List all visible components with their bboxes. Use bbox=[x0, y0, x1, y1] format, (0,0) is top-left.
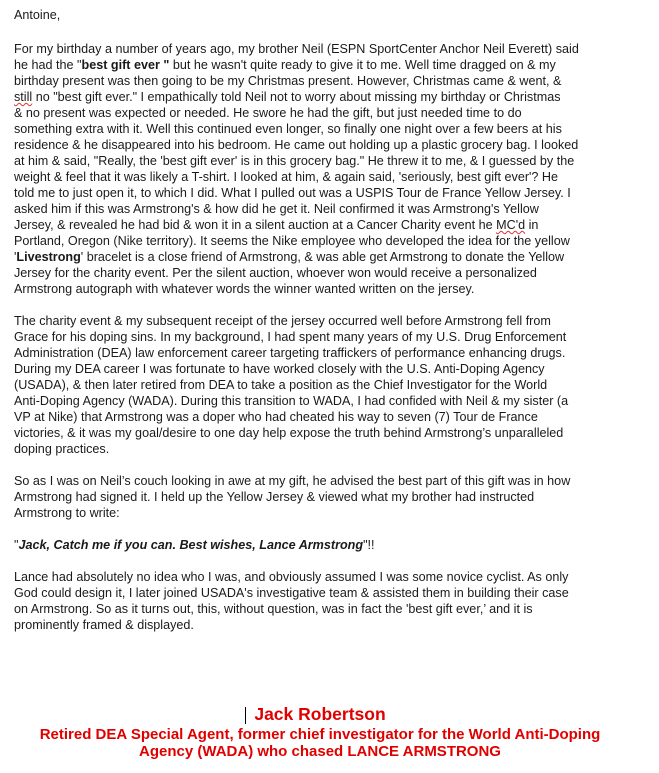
text-line bbox=[14, 377, 547, 393]
text-line bbox=[14, 185, 571, 201]
text-run: victories, & it was my goal/desire to one day help expose the truth behind Armstrong’s unparalleled bbox=[14, 426, 564, 440]
text-run: ' bbox=[14, 250, 17, 264]
text-run: Administration (DEA) law enforcement career targeting traffickers of performance enhancing drugs. bbox=[14, 346, 566, 360]
text-run: " bbox=[14, 538, 19, 552]
text-line bbox=[14, 105, 522, 121]
text-line bbox=[14, 217, 538, 233]
text-run: For my birthday a number of years ago, my brother Neil (ESPN SportCenter Anchor Neil Everett) said bbox=[14, 42, 579, 56]
text-line bbox=[14, 233, 570, 249]
text-line bbox=[14, 41, 579, 57]
text-run: on Armstrong. So as it turns out, this, without question, was in fact the 'best gift ever,’ and it is bbox=[14, 602, 533, 616]
text-run: Livestrong bbox=[16, 250, 81, 264]
text-run: Lance had absolutely no idea who I was, and obviously assumed I was some novice cyclist. As only bbox=[14, 570, 569, 584]
text-run: ' bracelet is a close friend of Armstrong, & was able get Armstrong to donate the Yellow bbox=[80, 250, 565, 264]
text-run: birthday present was then going to be my Christmas present. However, Christmas came & went, & bbox=[14, 74, 562, 88]
text-line bbox=[14, 361, 545, 377]
text-run: asked him if this was Armstrong's & how did he get it. Neil confirmed it was Armstrong's Yellow bbox=[14, 202, 539, 216]
text-line bbox=[14, 425, 563, 441]
text-run: Grace for his doping sins. In my background, I had spent many years of my U.S. Drug Enforcement bbox=[14, 330, 567, 344]
text-line bbox=[14, 121, 562, 137]
text-run: Armstrong autograph with whatever words the winner wanted written on the jersey. bbox=[14, 282, 475, 296]
text-line bbox=[14, 585, 569, 601]
text-run: Anti-Doping Agency (WADA). During this transition to WADA, I had confided with Neil & my sister (a bbox=[14, 394, 569, 408]
text-run: Jersey, & revealed he had bid & won it in a silent auction at a Cancer Charity event he bbox=[14, 218, 497, 232]
text-run: still bbox=[14, 90, 33, 104]
text-run: Jack, Catch me if you can. Best wishes, Lance Armstrong bbox=[18, 538, 364, 552]
text-run: in bbox=[525, 218, 539, 232]
text-line bbox=[14, 473, 570, 489]
caption-line-2: Agency (WADA) who chased LANCE ARMSTRONG bbox=[139, 743, 501, 760]
text-line bbox=[14, 57, 556, 73]
text-run: MC'd bbox=[496, 218, 526, 232]
text-run: & no present was expected or needed. He swore he had the gift, but just needed time to do bbox=[14, 106, 522, 120]
text-line bbox=[14, 537, 375, 553]
text-run: God could design it, I later joined USADA's investigative team & assisted them in building their case bbox=[14, 586, 569, 600]
text-line bbox=[14, 249, 564, 265]
text-line bbox=[14, 393, 568, 409]
text-line bbox=[14, 601, 533, 617]
text-run: Armstrong to write: bbox=[14, 506, 120, 520]
text-run: Armstrong had signed it. I held up the Yellow Jersey & viewed what my brother had instructed bbox=[14, 490, 535, 504]
text-run: something extra with it. Well this continued even longer, so finally one night over a few beers at his bbox=[14, 122, 562, 136]
text-line bbox=[14, 265, 537, 281]
text-line bbox=[14, 89, 561, 105]
text-run: prominently framed & displayed. bbox=[14, 618, 194, 632]
text-line bbox=[14, 409, 538, 425]
text-run: Jersey for the charity event. Per the silent auction, whoever won would receive a personalized bbox=[14, 266, 537, 280]
text-run: told me to just open it, to which I did. What I pulled out was a USPIS Tour de France Yellow Jersey. I bbox=[14, 186, 571, 200]
text-line bbox=[14, 153, 574, 169]
text-line bbox=[14, 617, 194, 633]
text-line bbox=[14, 201, 539, 217]
text-line bbox=[14, 505, 120, 521]
text-run: The charity event & my subsequent receipt of the jersey occurred well before Armstrong fell from bbox=[14, 314, 551, 328]
text-run: VP at Nike) that Armstrong was a doper who had cheated his way to seven (7) Tour de France bbox=[14, 410, 538, 424]
text-run: but he wasn't quite ready to give it to me. Well time dragged on & my bbox=[169, 58, 556, 72]
text-line bbox=[14, 329, 566, 345]
text-run: residence & he disappeared into his bedroom. He came out holding up a plastic grocery bag. I looked bbox=[14, 138, 579, 152]
salutation: Antoine, bbox=[14, 8, 61, 22]
text-run: (USADA), & then later retired from DEA to take a position as the Chief Investigator for the World bbox=[14, 378, 548, 392]
caption-line-1: Retired DEA Special Agent, former chief investigator for the World Anti-Doping bbox=[39, 726, 601, 743]
text-line bbox=[14, 73, 561, 89]
text-run: weight & feel that it was likely a T-shirt. I looked at him, & again said, 'seriously, best gift ever'? He bbox=[14, 170, 559, 184]
text-line bbox=[14, 137, 578, 153]
text-run: So as I was on Neil’s couch looking in awe at my gift, he advised the best part of this gift was in how bbox=[14, 474, 571, 488]
text-run: he had the " bbox=[14, 58, 82, 72]
text-run: "!! bbox=[363, 538, 375, 552]
text-run: During my DEA career I was fortunate to have worked closely with the U.S. Anti-Doping Agency bbox=[14, 362, 545, 376]
text-run: Portland, Oregon (Nike territory). It seems the Nike employee who developed the idea for the yellow bbox=[14, 234, 570, 248]
text-line bbox=[14, 489, 534, 505]
text-line bbox=[14, 313, 551, 329]
text-line bbox=[14, 441, 109, 457]
text-line bbox=[14, 169, 558, 185]
text-line bbox=[14, 345, 565, 361]
text-run: best gift ever " bbox=[81, 58, 170, 72]
text-line bbox=[14, 569, 568, 585]
caption-name: Jack Robertson bbox=[254, 704, 386, 724]
text-run: no "best gift ever." I empathically told Neil not to worry about missing my birthday or Christmas bbox=[32, 90, 561, 104]
text-line bbox=[14, 281, 474, 297]
text-run: doping practices. bbox=[14, 442, 110, 456]
text-run: at him & said, "Really, the 'best gift ever' is in this grocery bag." He threw it to me, & I guessed by the bbox=[14, 154, 575, 168]
